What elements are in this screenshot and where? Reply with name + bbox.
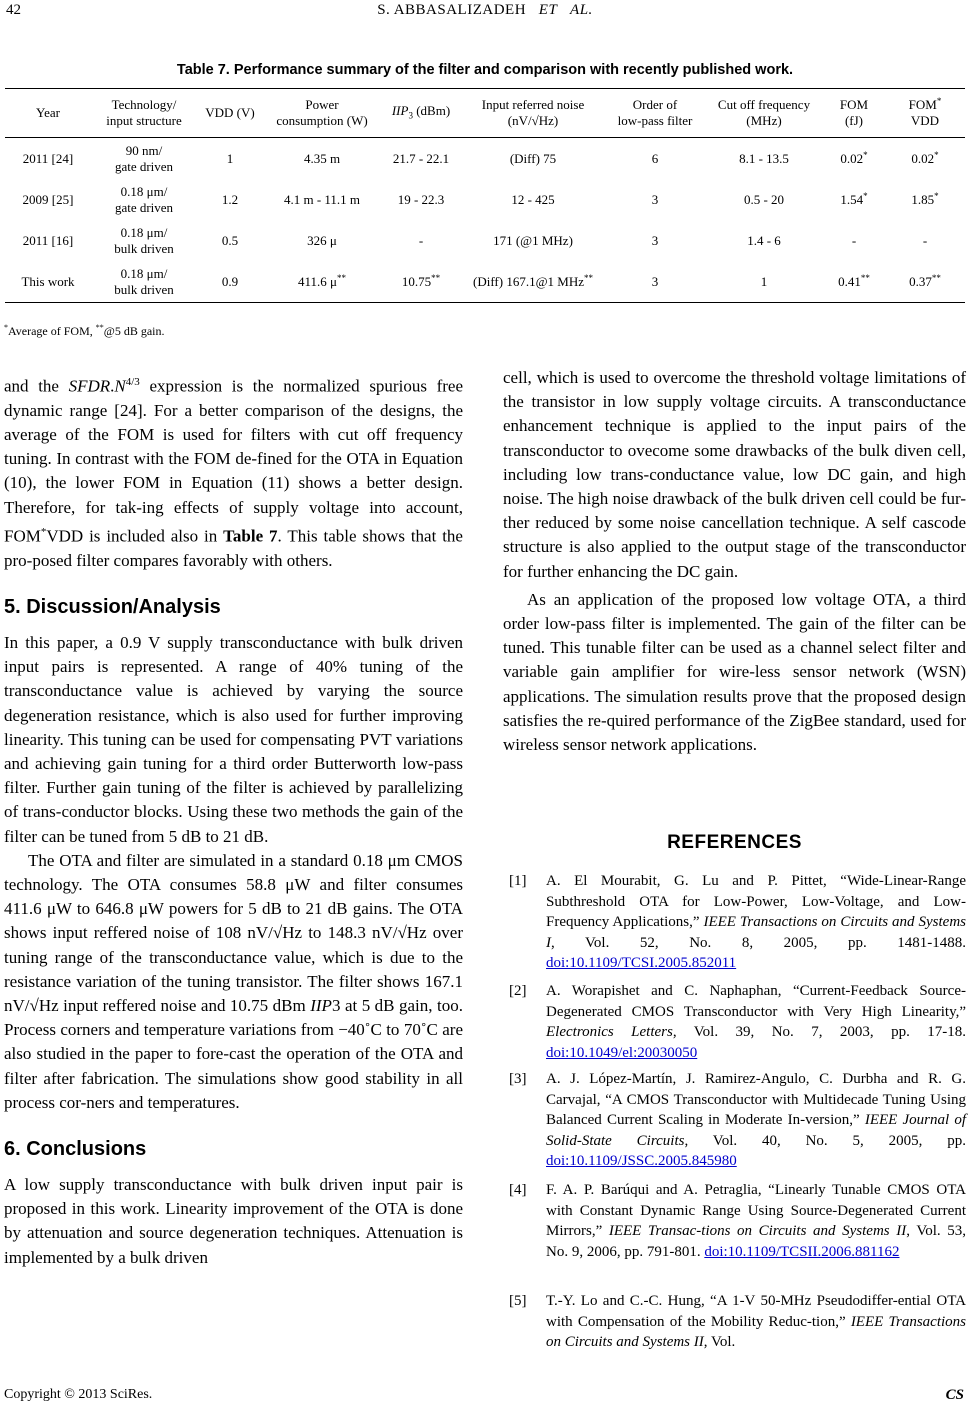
table-cell: 2009 [25] [22,191,74,207]
col-fom-vdd: FOM* VDD [885,89,965,138]
table-cell: 21.7 - 22.1 [392,150,450,166]
table-cell: 10.75** [381,261,461,303]
table-cell: 0.18 μm/ bulk driven [114,224,174,256]
copyright: Copyright © 2013 SciRes. [4,1387,153,1402]
page-footer [0,1387,970,1411]
table-cell: 1.85* [911,190,939,207]
table-cell: 1 [705,261,823,303]
doi-link[interactable]: doi:10.1109/TCSI.2005.852011 [546,955,737,971]
table-cell: 4.1 m - 11.1 m [283,191,361,207]
table-cell: 0.37** [885,261,965,303]
col-noise: Input referred noise (nV/√Hz) [461,89,605,138]
col-cutoff: Cut off frequency (MHz) [705,89,823,138]
table-cell: (Diff) 167.1@1 MHz** [461,261,605,303]
table-cell: 19 - 22.3 [397,191,445,207]
col-order: Order of low-pass filter [605,89,705,138]
reference-item: [5] T.-Y. Lo and C.-C. Hung, “A 1-V 50-MHz Pseudodiffer-ential OTA with Compensation of the Mobility Reduc-tion,” IEEE Transactions on Circuits and Systems II, Vol. [509,1293,966,1350]
table-cell: 0.5 [221,232,239,248]
table-cell: 90 nm/ gate driven [114,142,174,174]
doi-link[interactable]: doi:10.1109/TCSII.2006.881162 [704,1243,900,1260]
table-cell: 0.5 - 20 [743,191,785,207]
table-cell: 1.2 [221,191,239,207]
reference-item: [1] A. El Mourabit, G. Lu and P. Pittet, “Wide-Linear-Range Subthreshold OTA for Low-Power, Low-Voltage, and Low-Frequency Applications,” IEEE Transactions on Circuits and Systems I, Vol. 52, No. 8, 2005, pp. 1481-1488. doi:10.1109/TCSI.2005.852011 [509,873,966,971]
table-row [5,138,965,180]
col-iip3: $IIP_3$ (dBm) [381,89,461,138]
left-column [4,370,463,1270]
doi-link[interactable]: doi:10.1109/JSSC.2005.845980 [546,1153,737,1169]
section-heading-conclusions: 6. Conclusions [4,1138,147,1160]
table-cell: 6 [651,150,659,166]
table-cell: 3 [651,191,659,207]
table-cell: 8.1 - 13.5 [739,150,789,166]
paragraph: The OTA and filter are simulated in a standard 0.18 μm CMOS technology. The OTA consumes 58.8 μW and filter consumes 411.6 μW to 646.8 μW powers for 5 dB to 21 dB gains. The OTA shows input reffered noise of 108 nV/√Hz to 148.3 nV/√Hz over tuning range of the transconductance value, which is due to the resistance variation of the tuning transistor. The filter shows 167.1 nV/√Hz input reffered noise and 10.75 dBm IIP3 at 5 dB gain, too. Process corners and temperature variations from −40˚C to 70˚C are also studied in the paper to fore-cast the operation of the OTA and filter after fabrication. The simulations show good stability in all process cor-ners and temperatures. [4,850,463,1112]
reference-item: [4] F. A. P. Barúqui and A. Petraglia, “Linearly Tunable CMOS OTA with Constant Dynamic Range Using Source-Degenerated Current Mirrors,” IEEE Transac-tions on Circuits and Systems II, Vol. 53, No. 9, 2006, pp. 791-801. doi:10.1109/TCSII.2006.881162 [509,1182,966,1260]
doi-link[interactable]: doi:10.1049/el:20030050 [546,1044,698,1061]
page-header [0,0,970,24]
paragraph: As an application of the proposed low voltage OTA, a third order low-pass filter is implemented. The gain of the filter can be tuned. This tunable filter can be used as a channel select filter and variable gain amplifier for wire-less sensor network (WSN) applications. The simulation results prove that the proposed design satisfies the re-quired performance of the ZigBee standard, used for wireless sensor network applications. [503,589,966,755]
table-cell: 1.4 - 6 [747,232,781,248]
paragraph: A low supply transconductance with bulk driven input pair is proposed in this work. Linearity improvement of the OTA is done by attenuation and source degeneration techniques. Attenuation is implemented by a bulk driven [4,1175,463,1267]
table-row [5,220,965,261]
right-column [503,366,966,757]
col-year: Year [5,89,91,138]
table-cell: 3 [651,232,659,248]
section-heading-discussion: 5. Discussion/Analysis [4,595,221,618]
table-cell: 0.18 μm/ gate driven [114,183,174,215]
table-cell: 326 μ [307,232,337,248]
table-cell: - [418,232,424,248]
table-cell: - [922,232,928,248]
table-cell: 171 (@1 MHz) [493,232,573,248]
table-header-row [5,89,965,138]
paragraph: and the $SFDR.N^{4/3}$ expression is the normalized spurious free dynamic range [24]. For a better comparison of the designs, the average of the FOM is used for filters with cut off frequency tuning. In contrast with the FOM de-fined for the OTA in Equation (10), the lower FOM in Equation (11) shows a better design. Therefore, for tak-ing effects of supply voltage into account, FOM*VDD is included also in Table 7. This table shows that the pro-posed filter compares favorably with others. [4,376,463,570]
table-cell: 0.18 μm/ bulk driven [91,261,197,303]
performance-table [5,88,965,303]
references-heading: REFERENCES [667,832,802,853]
col-power: Power consumption (W) [263,89,381,138]
table-cell: 1 [226,150,234,166]
table-cell: 12 - 425 [511,191,555,207]
paragraph: In this paper, a 0.9 V supply transconductance with bulk driven input pairs is represented. A range of 40% tuning of the transconductance value is achieved by varying the source degeneration resistance, which is also used for further improving linearity. This tuning can be used for compensating PVT variations and achieving gain tuning for a third order Butterworth low-pass filter. Further gain tuning of the filter is achieved by parallelizing of trans-conductor blocks. Using these two methods the gain of the filter can be tuned from 5 dB to 21 dB. [4,632,463,846]
table-cell: 0.02* [911,149,939,166]
table-cell: 2011 [24] [22,150,74,166]
running-authors: S. ABBASALIZADEH ET AL. [377,2,593,18]
paragraph: cell, which is used to overcome the threshold voltage limitations of the transistor in low supply voltage circuits. A transconductance enhancement technique is applied to the input pairs of the transconductor to ovecome some drawbacks of the bulk diven cell, including low trans-conductance value, low DC gain, and high noise. The high noise drawback of the bulk driven cell could be fur-ther reduced by some noise cancellation technique. A self cascode structure is also applied to the output stage of the transconductor for further enhancing the DC gain. [503,368,966,581]
reference-item: [3] A. J. López-Martín, J. Ramirez-Angulo, C. Durbha and R. G. Carvajal, “A CMOS Transconductor with Multidecade Tuning Using Balanced Current Scaling in Moderate In-version,” IEEE Journal of Solid-State Circuits, Vol. 40, No. 5, 2005, pp. doi:10.1109/JSSC.2005.845980 [509,1071,966,1169]
table-row [5,179,965,220]
col-vdd: VDD (V) [197,89,263,138]
table-cell: - [851,232,857,248]
table-cell: 0.41** [823,261,885,303]
table-cell: 0.9 [197,261,263,303]
table-cell: This work [5,261,91,303]
col-fom: FOM (fJ) [823,89,885,138]
table-footnote: *Average of FOM, **@5 dB gain. [4,323,165,338]
col-technology: Technology/ input structure [91,89,197,138]
reference-item: [2] A. Worapishet and C. Naphaphan, “Current-Feedback Source-Degenerated CMOS Transconductor with Very High Linearity,” Electronics Letters, Vol. 39, No. 7, 2003, pp. 17-18. doi:10.1049/el:20030050 [509,983,966,1061]
table-caption: Table 7. Performance summary of the filter and comparison with recently published work. [176,62,794,78]
table-cell: 0.02* [840,149,868,166]
table-row [5,261,965,303]
table-cell: 2011 [16] [22,232,74,248]
table-cell: 1.54* [840,190,868,207]
table-cell: 4.35 m [303,150,341,166]
table-cell: 411.6 μ** [263,261,381,303]
journal-abbrev: CS [945,1387,964,1403]
page-number: 42 [6,2,21,18]
table-cell: (Diff) 75 [509,150,557,166]
table-cell: 3 [605,261,705,303]
